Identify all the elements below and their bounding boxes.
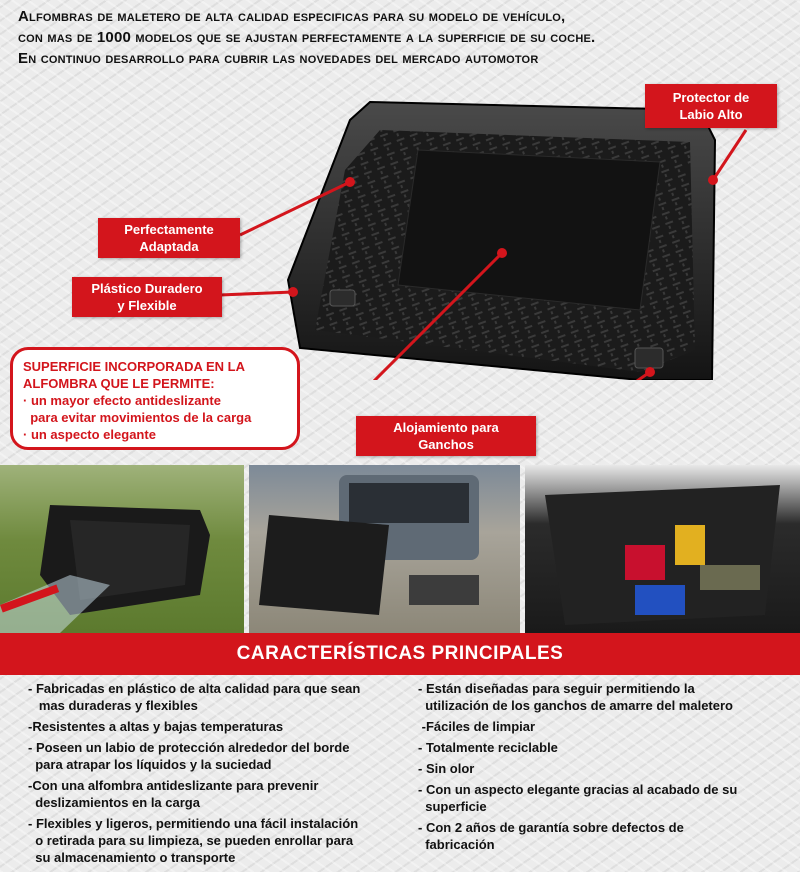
- surface-callout: [10, 347, 300, 450]
- feature-line: superficie: [418, 799, 487, 814]
- label-adaptada-line-2: Adaptada: [139, 239, 199, 254]
- callout-line-3: · un mayor efecto antideslizante: [23, 393, 221, 408]
- label-ganchos-line-1: Alojamiento para: [393, 420, 499, 435]
- feature-line: - Flexibles y ligeros, permitiendo una fácil instalación: [28, 816, 359, 831]
- loaded-trunk-image: [525, 465, 800, 633]
- feature-line: -Fáciles de limpiar: [418, 719, 536, 734]
- feature-item: [28, 739, 398, 773]
- feature-line: -Con una alfombra antideslizante para prevenir: [28, 778, 319, 793]
- label-protector-labio: [645, 84, 777, 128]
- feature-item: [418, 760, 788, 777]
- feature-item: [28, 718, 398, 735]
- feature-item: [28, 680, 398, 714]
- features-left-column: [28, 680, 398, 870]
- feature-item: [28, 777, 398, 811]
- label-plastico-line-2: y Flexible: [117, 298, 177, 313]
- feature-line: - Totalmente reciclable: [418, 740, 558, 755]
- feature-line: fabricación: [418, 837, 495, 852]
- feature-item: [418, 819, 788, 853]
- feature-line: - Sin olor: [418, 761, 475, 776]
- callout-line-1: SUPERFICIE INCORPORADA EN LA: [23, 359, 245, 374]
- label-plastico-line-1: Plástico Duradero: [91, 281, 203, 296]
- callout-line-4: para evitar movimientos de la carga: [23, 410, 252, 425]
- intro-line-1: Alfombras de maletero de alta calidad especificas para su modelo de vehículo,: [18, 8, 566, 25]
- feature-item: [418, 680, 788, 714]
- feature-line: - Con un aspecto elegante gracias al acabado de su: [418, 782, 738, 797]
- photo-car-trunk-outside: [249, 465, 520, 633]
- label-protector-line-1: Protector de: [672, 90, 750, 105]
- label-ganchos-line-2: Ganchos: [418, 437, 474, 452]
- feature-line: mas duraderas y flexibles: [28, 698, 198, 713]
- label-adaptada-line-1: Perfectamente: [124, 222, 214, 237]
- section-title: CARACTERÍSTICAS PRINCIPALES: [0, 633, 800, 675]
- washing-mat-image: [0, 465, 244, 633]
- features-right-column: [418, 680, 788, 857]
- label-plastico-duradero: [72, 277, 222, 317]
- car-trunk-outside-image: [249, 465, 520, 633]
- feature-line: - Fabricadas en plástico de alta calidad para que sean: [28, 681, 361, 696]
- intro-text: [18, 6, 788, 69]
- feature-line: - Están diseñadas para seguir permitiendo la: [418, 681, 695, 696]
- feature-line: su almacenamiento o transporte: [28, 850, 236, 865]
- feature-line: deslizamientos en la carga: [28, 795, 200, 810]
- feature-line: o retirada para su limpieza, se pueden enrollar para: [28, 833, 354, 848]
- label-alojamiento-ganchos: [356, 416, 536, 456]
- label-perfectamente-adaptada: [98, 218, 240, 258]
- feature-item: [418, 781, 788, 815]
- feature-line: utilización de los ganchos de amarre del maletero: [418, 698, 733, 713]
- feature-item: [418, 739, 788, 756]
- intro-line-2: con mas de 1000 modelos que se ajustan perfectamente a la superficie de su coche.: [18, 29, 596, 46]
- feature-line: para atrapar los líquidos y la suciedad: [28, 757, 272, 772]
- feature-line: -Resistentes a altas y bajas temperaturas: [28, 719, 284, 734]
- feature-line: - Poseen un labio de protección alrededor del borde: [28, 740, 350, 755]
- feature-item: [28, 815, 398, 866]
- callout-line-5: · un aspecto elegante: [23, 427, 156, 442]
- feature-line: - Con 2 años de garantía sobre defectos de: [418, 820, 684, 835]
- photo-loaded-trunk: [525, 465, 800, 633]
- callout-line-2: ALFOMBRA QUE LE PERMITE:: [23, 376, 215, 391]
- feature-item: [418, 718, 788, 735]
- photo-strip: [0, 465, 800, 633]
- intro-line-3: En continuo desarrollo para cubrir las novedades del mercado automotor: [18, 50, 539, 67]
- label-protector-line-2: Labio Alto: [679, 107, 743, 122]
- photo-washing-mat: [0, 465, 244, 633]
